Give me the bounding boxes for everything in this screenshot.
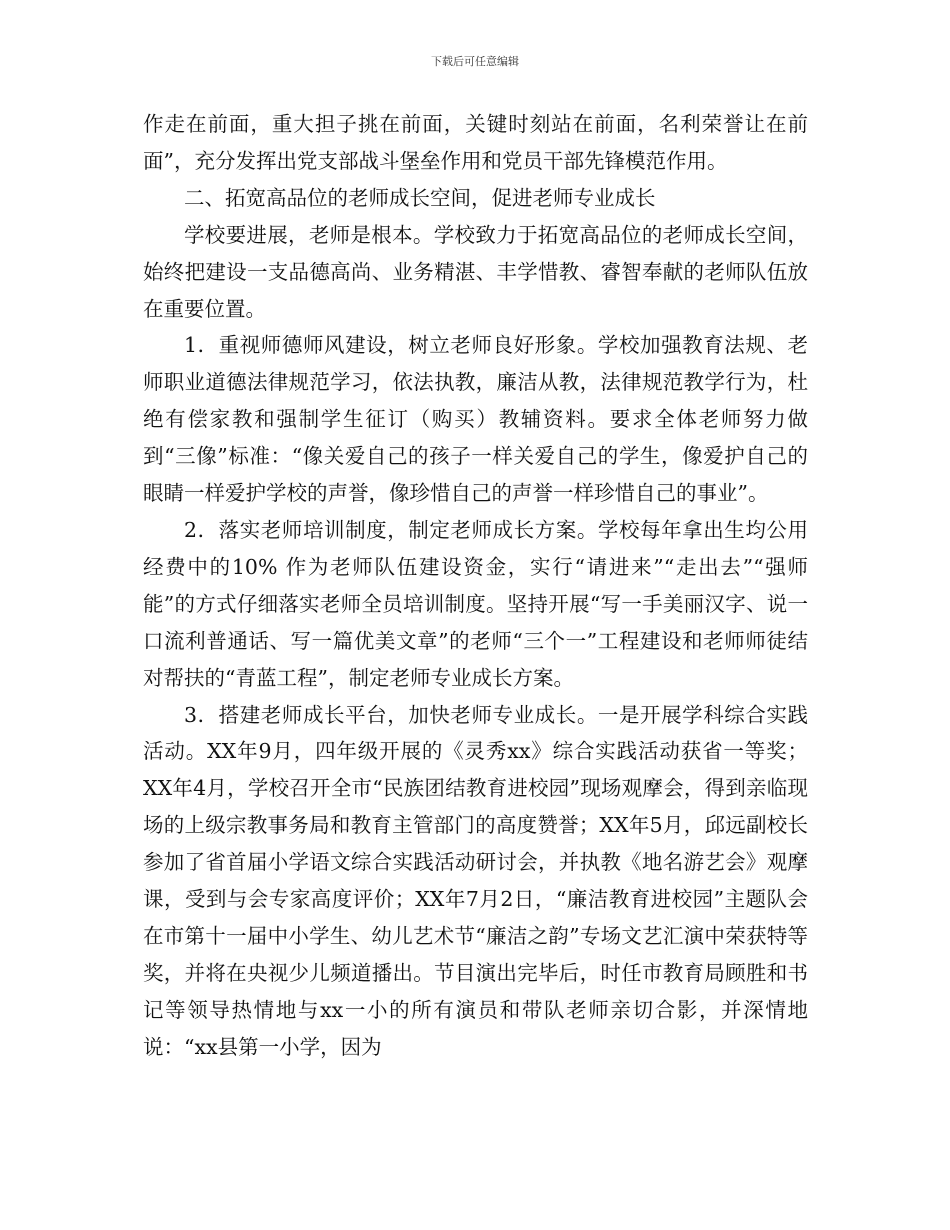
- document-body: [143, 106, 808, 1066]
- paragraph: 学校要进展，老师是根本。学校致力于拓宽高品位的老师成长空间，始终把建设一支品德高尚、业务精湛、丰学惜教、睿智奉献的老师队伍放在重要位置。: [143, 222, 808, 321]
- section-heading: 二、拓宽高品位的老师成长空间，促进老师专业成长: [184, 185, 656, 210]
- paragraph: 3．搭建老师成长平台，加快老师专业成长。一是开展学科综合实践活动。XX年9月，四年级开展的《灵秀xx》综合实践活动获省一等奖；XX年4月，学校召开全市“民族团结教育进校园”现场观摩会，得到亲临现场的上级宗教事务局和教育主管部门的高度赞誉；XX年5月，邱远副校长参加了省首届小学语文综合实践活动研讨会，并执教《地名游艺会》观摩课，受到与会专家高度评价；XX年7月2日，“廉洁教育进校园”主题队会在市第十一届中小学生、幼儿艺术节“廉洁之韵”专场文艺汇演中荣获特等奖，并将在央视少儿频道播出。节目演出完毕后，时任市教育局顾胜和书记等领导热情地与xx一小的所有演员和带队老师亲切合影，并深情地说：“xx县第一小学，因为: [143, 702, 808, 1059]
- paragraph-continuation: 作走在前面，重大担子挑在前面，关键时刻站在前面，名利荣誉让在前面”，充分发挥出党支部战斗堡垒作用和党员干部先锋模范作用。: [143, 112, 808, 173]
- page-header: 下载后可任意编辑: [431, 55, 519, 68]
- paragraph: 2．落实老师培训制度，制定老师成长方案。学校每年拿出生均公用经费中的10% 作为老师队伍建设资金，实行“请进来”“走出去”“强师能”的方式仔细落实老师全员培训制度。坚持开展“写一手美丽汉字、说一口流利普通话、写一篇优美文章”的老师“三个一”工程建设和老师师徒结对帮扶的“青蓝工程”，制定老师专业成长方案。: [143, 517, 808, 690]
- paragraph: 1．重视师德师风建设，树立老师良好形象。学校加强教育法规、老师职业道德法律规范学习，依法执教，廉洁从教，法律规范教学行为，杜绝有偿家教和强制学生征订（购买）教辅资料。要求全体老师努力做到“三像”标准：“像关爱自己的孩子一样关爱自己的学生，像爱护自己的眼睛一样爱护学校的声誉，像珍惜自己的声誉一样珍惜自己的事业”。: [143, 333, 808, 506]
